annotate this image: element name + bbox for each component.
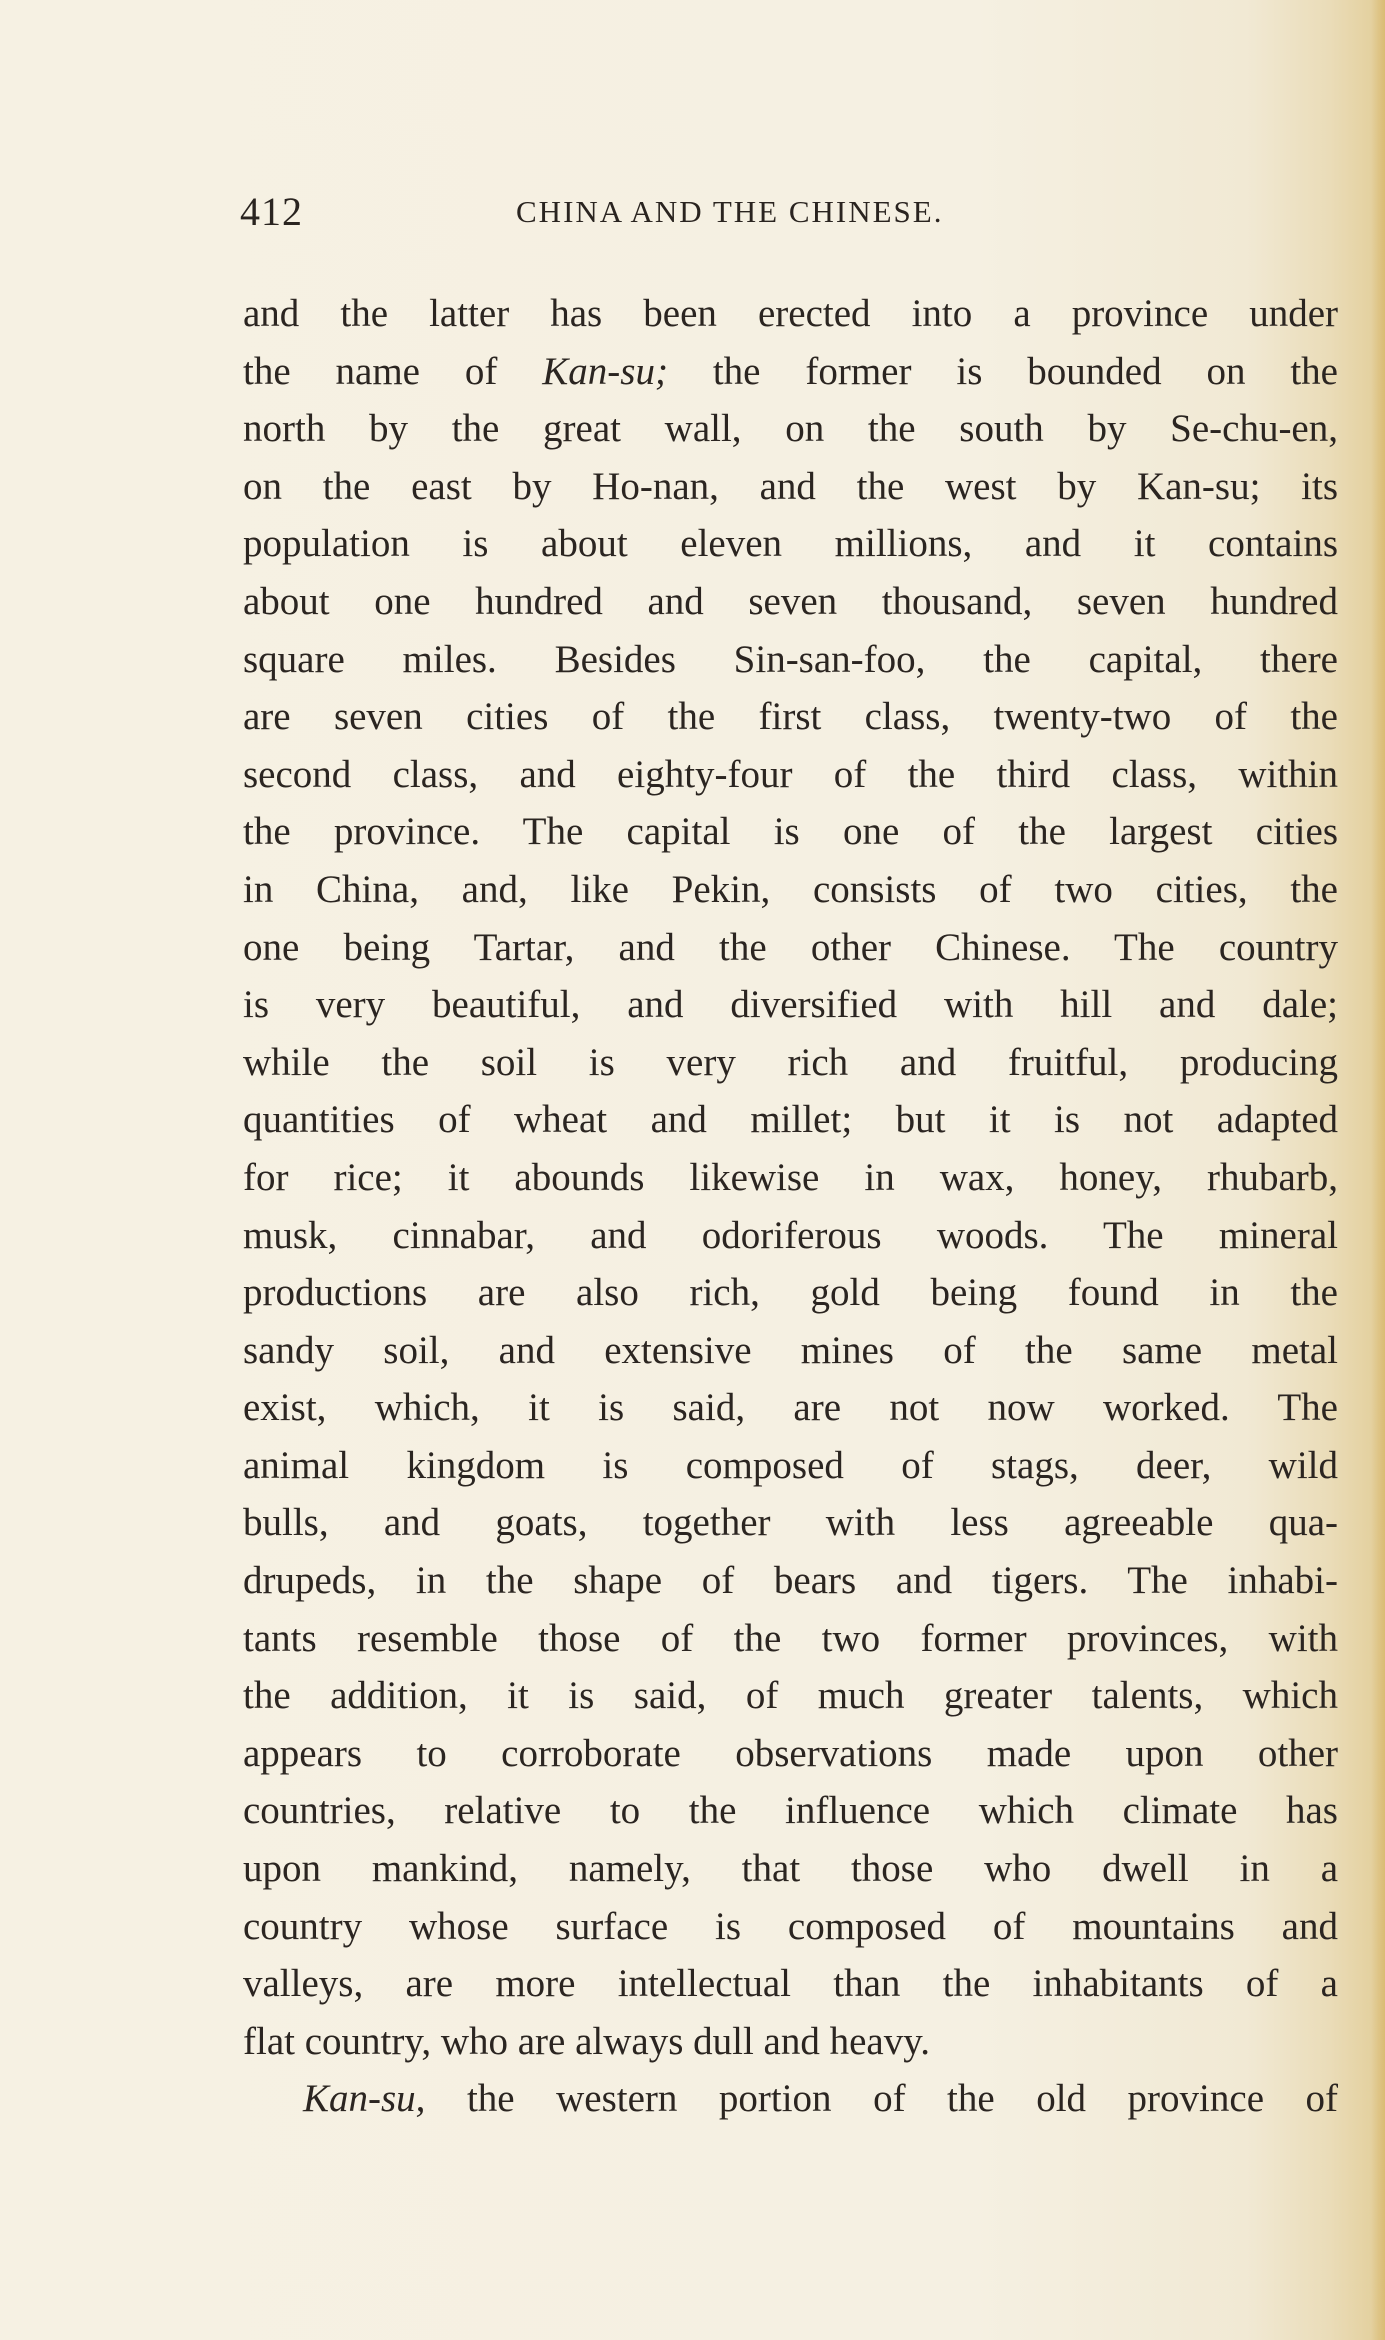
text-line: the province. The capital is one of the largest cities [243, 810, 1338, 854]
italic-place-name: Kan-su; [542, 349, 668, 393]
text-line: upon mankind, namely, that those who dwell in a [243, 1847, 1338, 1891]
text-fragment: the western portion of the old province of [466, 2077, 1338, 2121]
text-line: and the latter has been erected into a province under [243, 292, 1338, 335]
text-line: bulls, and goats, together with less agreeable qua- [243, 1501, 1338, 1545]
text-line: second class, and eighty-four of the third class, within [243, 752, 1338, 796]
text-line: quantities of wheat and millet; but it is not adapted [243, 1098, 1338, 1142]
text-line: north by the great wall, on the south by Se-chu-en, [243, 407, 1338, 451]
page-header [240, 188, 1340, 244]
text-line: appears to corroborate observations made upon other [243, 1731, 1338, 1775]
text-line: one being Tartar, and the other Chinese. The country [243, 925, 1338, 969]
text-line: the addition, it is said, of much greater talents, which [243, 1674, 1338, 1718]
text-line: tants resemble those of the two former provinces, with [243, 1616, 1338, 1660]
text-line: for rice; it abounds likewise in wax, honey, rhubarb, [243, 1155, 1338, 1199]
text-line: country whose surface is composed of mountains and [243, 1904, 1338, 1948]
body-text [243, 285, 1338, 2128]
text-line: productions are also rich, gold being found in the [243, 1271, 1338, 1315]
italic-place-name: Kan-su, [303, 2077, 426, 2121]
text-fragment: the name of [243, 349, 498, 393]
page-edge [1371, 0, 1385, 2340]
text-line: on the east by Ho-nan, and the west by Kan-su; its [243, 464, 1338, 508]
text-line: are seven cities of the first class, twenty-two of the [243, 695, 1338, 739]
paragraph-last-line: flat country, who are always dull and heavy. [243, 2019, 930, 2063]
text-line: countries, relative to the influence which climate has [243, 1789, 1338, 1833]
text-line: exist, which, it is said, are not now worked. The [243, 1386, 1338, 1430]
text-line: is very beautiful, and diversified with hill and dale; [243, 983, 1338, 1027]
text-line: in China, and, like Pekin, consists of two cities, the [243, 867, 1338, 911]
text-line: sandy soil, and extensive mines of the same metal [243, 1328, 1338, 1372]
text-line: musk, cinnabar, and odoriferous woods. The mineral [243, 1213, 1338, 1257]
text-line: square miles. Besides Sin-san-foo, the capital, there [243, 637, 1338, 681]
page-number: 412 [240, 189, 303, 234]
text-line: drupeds, in the shape of bears and tigers. The inhabi- [243, 1559, 1338, 1603]
text-line: while the soil is very rich and fruitful, producing [243, 1040, 1338, 1084]
text-line [243, 343, 1338, 401]
text-fragment: the former is bounded on the [712, 349, 1338, 393]
text-line: about one hundred and seven thousand, seven hundred [243, 579, 1338, 623]
text-line: valleys, are more intellectual than the inhabitants of a [243, 1962, 1338, 2006]
text-line: animal kingdom is composed of stags, deer, wild [243, 1443, 1338, 1487]
text-line: population is about eleven millions, and it contains [243, 522, 1338, 566]
text-line-indented [243, 2070, 1338, 2128]
running-title: CHINA AND THE CHINESE. [516, 194, 944, 229]
